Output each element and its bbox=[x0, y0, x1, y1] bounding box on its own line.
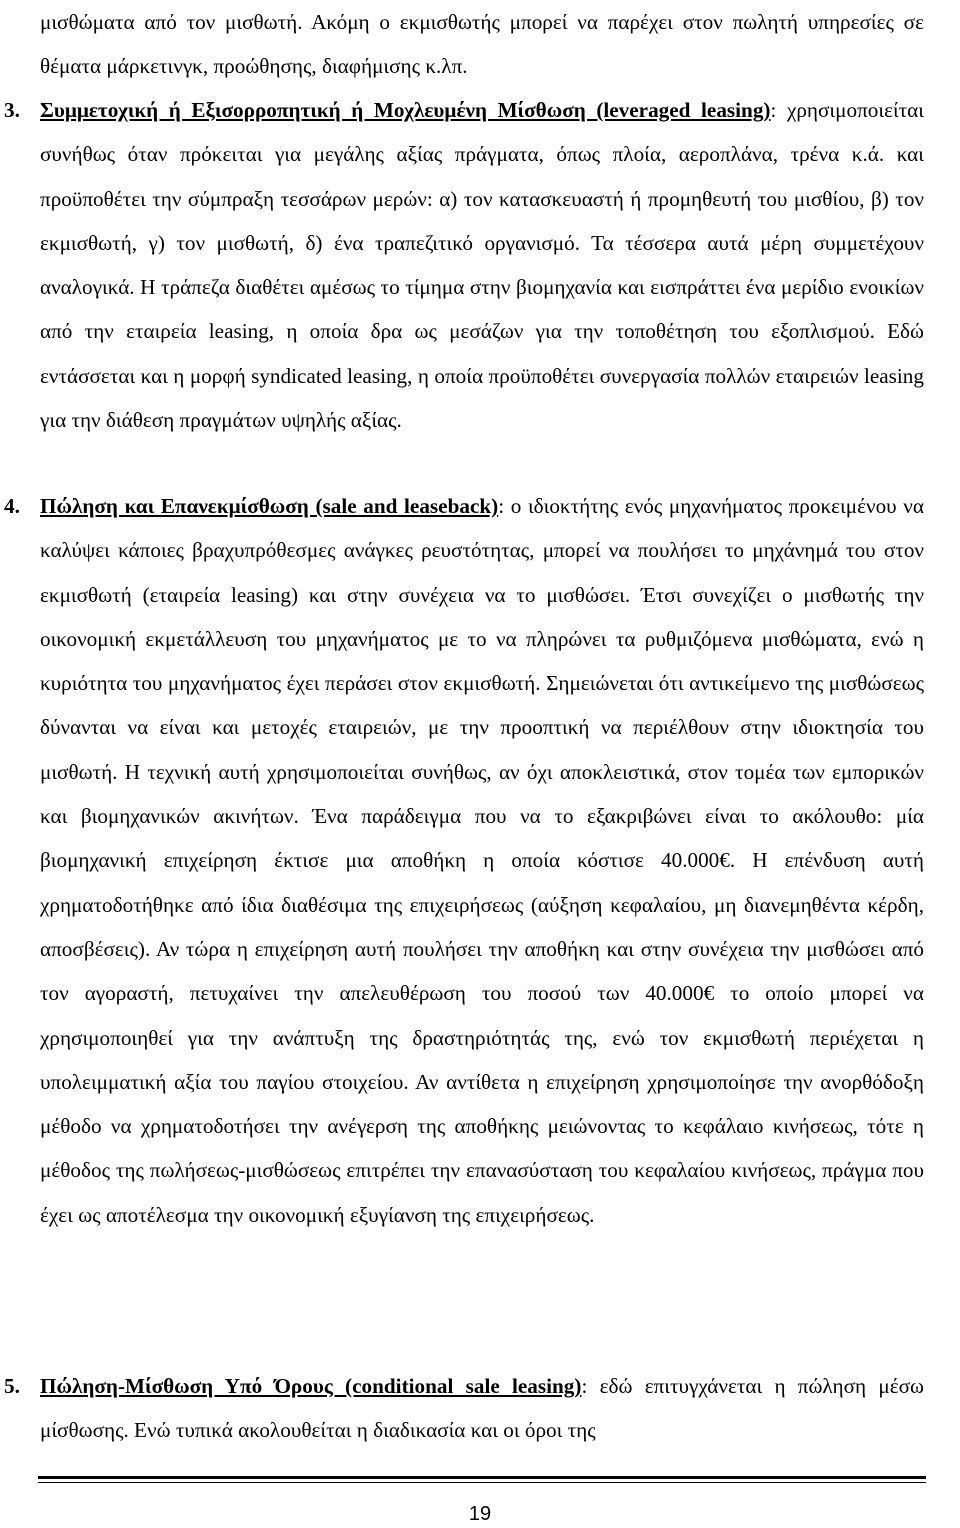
list-item-4 bbox=[0, 484, 924, 1237]
item-text: : ο ιδιοκτήτης ενός μηχανήματος προκειμένου να καλύψει κάποιες βραχυπρόθεσμες ανάγκες ρευστότητας, μπορεί να πουλήσει το μηχάνημά του στον εκμισθωτή (εταιρεία leasing) και στην συνέχεια να το μισθώσει. Έτσι συνεχίζει ο μισθωτής την οικονομική εκμετάλλευση του μηχανήματος με το να πληρώνει τα ρυθμιζόμενα μισθώματα, ενώ η κυριότητα του μηχανήματος έχει περάσει στον εκμισθωτή. Σημειώνεται ότι αντικείμενο της μισθώσεως δύνανται να είναι και μετοχές εταιρειών, με την προοπτική να περιέλθουν στην ιδιοκτησία του μισθωτή. Η τεχνική αυτή χρησιμοποιείται συνήθως, αν όχι αποκλειστικά, στον τομέα των εμπορικών και βιομηχανικών ακινήτων. Ένα παράδειγμα που να το εξακριβώνει είναι το ακόλουθο: μία βιομηχανική επιχείρηση έκτισε μια αποθήκη η οποία κόστισε 40.000€. Η επένδυση αυτή χρηματοδοτήθηκε από ίδια διαθέσιμα της επιχειρήσεως (αύξηση κεφαλαίου, μη διανεμηθέντα κέρδη, αποσβέσεις). Αν τώρα η επιχείρηση αυτή πουλήσει την αποθήκη και στην συνέχεια την μισθώσει από τον αγοραστή, πετυχαίνει την απελευθέρωση του ποσού των 40.000€ το οποίο μπορεί να χρησιμοποιηθεί για την ανάπτυξη της δραστηριότητάς της, ενώ τον εκμισθωτή περιέχεται η υπολειμματική αξία του παγίου στοιχείου. Αν αντίθετα η επιχείρηση χρησιμοποίησε την ανορθόδοξη μέθοδο να χρηματοδοτήσει την ανέγερση της αποθήκης μειώνοντας το κεφάλαιο κινήσεως, τότε η μέθοδος της πωλήσεως-μισθώσεως επιτρέπει την επανασύσταση του κεφαλαίου κινήσεως, πράγμα που έχει ως αποτέλεσμα την οικονομική εξυγίανση της επιχειρήσεως. bbox=[40, 494, 924, 1227]
page-number: 19 bbox=[468, 1503, 492, 1525]
item-text: : χρησιμοποιείται συνήθως όταν πρόκειται για μεγάλης αξίας πράγματα, όπως πλοία, αεροπλάνα, τρένα κ.ά. και προϋποθέτει την σύμπραξη τεσσάρων μερών: α) τον κατασκευαστή ή προμηθευτή του μισθίου, β) τον εκμισθωτή, γ) τον μισθωτή, δ) ένα τραπεζιτικό οργανισμό. Τα τέσσερα αυτά μέρη συμμετέχουν αναλογικά. Η τράπεζα διαθέτει αμέσως το τίμημα στην βιομηχανία και εισπράττει ένα μερίδιο ενοικίων από την εταιρεία leasing, η οποία δρα ως μεσάζων για την τοποθέτηση του εξοπλισμού. Εδώ εντάσσεται και η μορφή syndicated leasing, η οποία προϋποθέτει συνεργασία πολλών εταιρειών leasing για την διάθεση πραγμάτων υψηλής αξίας. bbox=[40, 98, 924, 433]
footer-rule-thin bbox=[38, 1482, 926, 1483]
footer-rule-thick bbox=[38, 1476, 926, 1479]
list-item-3 bbox=[0, 88, 924, 442]
item-body bbox=[40, 1364, 924, 1453]
item-number: 3. bbox=[4, 98, 20, 122]
item-number: 4. bbox=[4, 494, 20, 518]
intro-paragraph: μισθώματα από τον μισθωτή. Ακόμη ο εκμισθωτής μπορεί να παρέχει στον πωλητή υπηρεσίες σε θέματα μάρκετινγκ, προώθησης, διαφήμισης κ.λπ. bbox=[40, 10, 924, 79]
item-heading: Συμμετοχική ή Εξισορροπητική ή Μοχλευμένη Μίσθωση (leveraged leasing) bbox=[40, 98, 771, 122]
item-number: 5. bbox=[4, 1374, 20, 1398]
item-text: : εδώ επιτυγχάνεται η πώληση μέσω μίσθωσης. Ενώ τυπικά ακολουθείται η διαδικασία και οι όροι της bbox=[40, 1374, 924, 1443]
item-heading: Πώληση και Επανεκμίσθωση (sale and leaseback) bbox=[40, 494, 499, 518]
item-heading: Πώληση-Μίσθωση Υπό Όρους (conditional sale leasing) bbox=[40, 1374, 582, 1398]
item-body bbox=[40, 484, 924, 1237]
list-item-5 bbox=[0, 1364, 924, 1453]
item-body bbox=[40, 88, 924, 442]
